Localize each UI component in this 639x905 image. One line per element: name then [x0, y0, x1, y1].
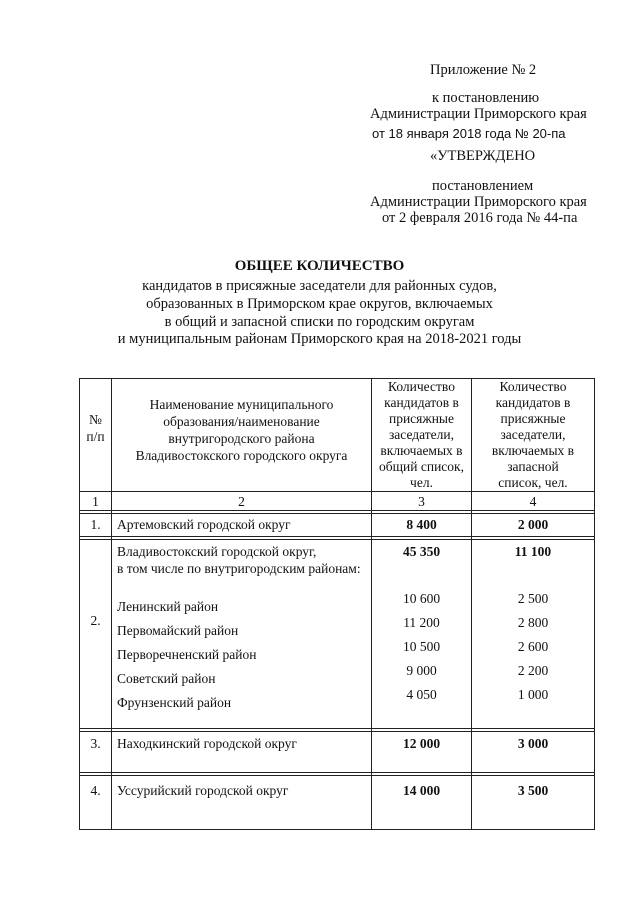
col-header-general-line: Количество: [388, 379, 455, 394]
col-header-general-line: присяжные: [388, 411, 454, 426]
table-row-divider: [79, 539, 595, 540]
resolution-date-stamp: от 18 января 2018 года № 20-па: [372, 126, 566, 141]
to-resolution-label: к постановлению: [432, 90, 540, 106]
col-header-name-line: внутригородского района: [168, 431, 315, 446]
col-header-general-line: чел.: [410, 475, 433, 490]
row-general: 14 000: [402, 783, 441, 798]
administration-label: Администрации Приморского края: [370, 106, 587, 122]
table-row-divider: [79, 513, 595, 514]
row-reserve: 3 500: [517, 783, 549, 798]
row-general: 45 350: [402, 544, 441, 559]
row-general: 8 400: [406, 517, 437, 532]
col-header-name: [112, 396, 371, 464]
col-header-name-line: Наименование муниципального: [149, 397, 334, 412]
col-header-num-line: №: [89, 412, 102, 427]
col-header-reserve-line: кандидатов в: [495, 395, 571, 410]
table-row-divider: [79, 731, 595, 732]
table-row-divider: [79, 728, 595, 729]
row-number: 3.: [90, 736, 101, 751]
row-number: 2.: [90, 613, 101, 628]
col-header-reserve-line: запасной: [507, 459, 559, 474]
col-header-name-line: Владивостокского городского округа: [135, 448, 348, 463]
district-name: Советский район: [117, 671, 216, 686]
col-header-reserve-line: заседатели,: [500, 427, 566, 442]
col-header-reserve-line: включаемых в: [491, 443, 575, 458]
original-resolution-date: от 2 февраля 2016 года № 44-па: [382, 210, 578, 226]
district-reserve: 2 200: [517, 663, 549, 678]
col-header-general-line: заседатели,: [388, 427, 455, 442]
row-number: 4.: [90, 783, 101, 798]
table-row-divider: [79, 775, 595, 776]
district-reserve: 2 600: [517, 639, 549, 654]
approved-label: «УТВЕРЖДЕНО: [430, 148, 536, 164]
table-border: [594, 378, 595, 830]
administration-label-2: Администрации Приморского края: [370, 194, 587, 210]
row-general: 12 000: [402, 736, 441, 751]
row-reserve: 11 100: [514, 544, 552, 559]
row-number: 1.: [90, 517, 101, 532]
resolution-label: постановлением: [432, 178, 534, 194]
col-header-general: [372, 379, 471, 491]
title-line-1: кандидатов в присяжные заседатели для районных судов,: [142, 278, 497, 294]
district-general: 9 000: [406, 663, 437, 678]
district-general: 10 500: [402, 639, 441, 654]
district-general: 11 200: [403, 615, 440, 630]
row-reserve: 3 000: [517, 736, 549, 751]
title-line-4: и муниципальным районам Приморского края на 2018-2021 годы: [117, 331, 522, 347]
title-line-2: образованных в Приморском крае округов, включаемых: [146, 296, 493, 312]
col-number: 3: [418, 494, 425, 509]
col-header-reserve-line: Количество: [499, 379, 567, 394]
col-header-general-line: общий список,: [379, 459, 464, 474]
district-general: 10 600: [402, 591, 441, 606]
col-header-name-line: образования/наименование: [163, 414, 320, 429]
table-row-divider: [79, 510, 595, 511]
appendix-label: Приложение № 2: [430, 62, 537, 78]
row-name: Уссурийский городской округ: [117, 783, 289, 798]
col-header-general-line: кандидатов в: [384, 395, 459, 410]
col-header-num: [80, 411, 111, 445]
title-line-3: в общий и запасной списки по городским округам: [164, 314, 475, 330]
col-header-general-line: включаемых в: [380, 443, 463, 458]
district-name: Перворечненский район: [117, 647, 257, 662]
col-header-reserve-line: список, чел.: [498, 475, 568, 490]
district-reserve: 1 000: [517, 687, 549, 702]
col-header-reserve-line: присяжные: [500, 411, 566, 426]
col-number: 4: [529, 494, 537, 509]
row-name: Артемовский городской округ: [117, 517, 291, 532]
table-border: [79, 829, 595, 830]
row-name-line: Владивостокский городской округ,: [117, 544, 317, 559]
row-name-line: в том числе по внутригородским районам:: [117, 561, 361, 576]
col-number: 1: [92, 494, 99, 509]
row-reserve: 2 000: [517, 517, 549, 532]
col-header-num-line: п/п: [86, 429, 105, 444]
row-name: [117, 543, 361, 577]
row-name: Находкинский городской округ: [117, 736, 297, 751]
district-name: Ленинский район: [117, 599, 219, 614]
table-row-divider: [79, 536, 595, 537]
district-name: Фрунзенский район: [117, 695, 232, 710]
table-row-divider: [79, 772, 595, 773]
district-name: Первомайский район: [117, 623, 239, 638]
district-reserve: 2 800: [517, 615, 549, 630]
col-number: 2: [238, 494, 245, 509]
district-reserve: 2 500: [517, 591, 549, 606]
district-general: 4 050: [406, 687, 437, 702]
table-border: [79, 378, 80, 830]
table-row-divider: [79, 491, 595, 492]
col-header-reserve: [472, 379, 594, 491]
document-title: ОБЩЕЕ КОЛИЧЕСТВО: [234, 258, 405, 274]
